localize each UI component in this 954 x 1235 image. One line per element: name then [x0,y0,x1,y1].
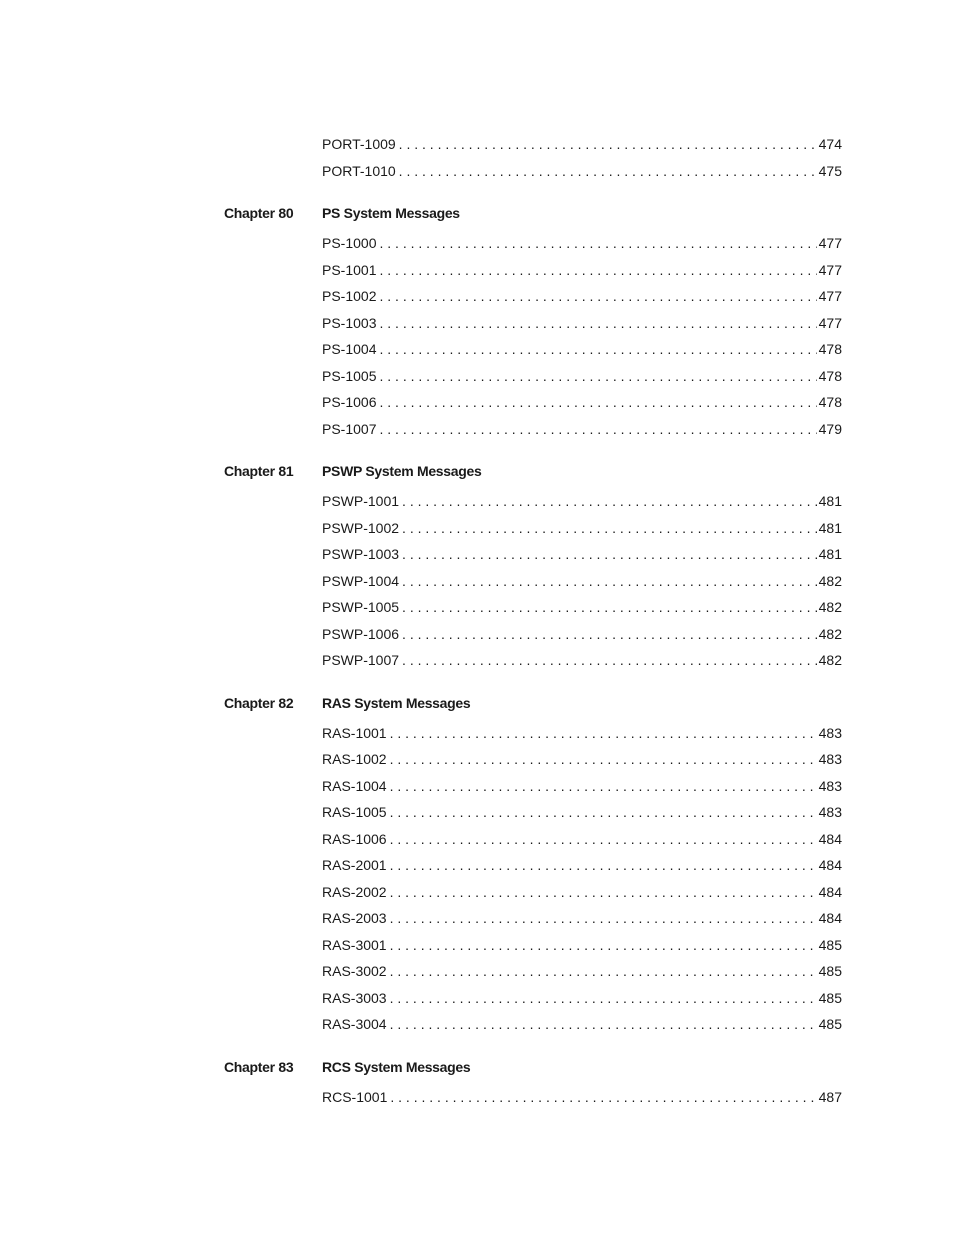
toc-entry-name: RAS-1006 [322,830,387,847]
chapter-title[interactable]: PS System Messages [322,205,460,221]
toc-entry[interactable] [322,261,842,279]
dot-leader [390,1088,816,1106]
toc-entry-name: RAS-3001 [322,936,387,953]
toc-entry-name: PS-1002 [322,288,377,304]
toc-entry-page-number: 487 [818,1088,842,1105]
chapter-number: Chapter 83 [224,1058,294,1075]
toc-entry-page-number: 485 [818,989,842,1006]
dot-leader [379,340,816,358]
toc-entry-page-number: 474 [818,136,842,152]
dot-leader [390,883,817,901]
toc-entry-name: RAS-3004 [322,1016,387,1032]
toc-entry[interactable] [322,625,842,643]
toc-entry-name: RAS-1004 [322,777,387,794]
dot-leader [390,989,817,1007]
toc-entry[interactable] [322,651,842,669]
dot-leader [399,162,817,180]
toc-entry-page-number: 482 [818,625,842,642]
toc-entry-name: PS-1004 [322,341,377,357]
toc-entry[interactable] [322,572,842,590]
chapter-title[interactable]: PSWP System Messages [322,463,482,479]
toc-entry[interactable] [322,856,842,874]
dot-leader [390,830,817,848]
toc-entry[interactable] [322,545,842,563]
toc-entry-page-number: 477 [818,261,842,278]
toc-entry-page-number: 477 [818,235,842,251]
dot-leader [390,1015,817,1033]
toc-entry-page-number: 484 [818,830,842,847]
toc-entry-page-number: 484 [818,883,842,900]
dot-leader [379,261,816,279]
toc-entry-page-number: 481 [818,493,842,509]
toc-entry[interactable] [322,750,842,768]
dot-leader [379,420,816,438]
toc-entry-page-number: 485 [818,963,842,979]
toc-entry-name: PS-1001 [322,261,377,278]
dot-leader [379,287,816,305]
dot-leader [402,572,817,590]
toc-entry-page-number: 478 [818,394,842,410]
dot-leader [390,803,817,821]
toc-entry[interactable] [322,367,842,385]
toc-entry[interactable] [322,909,842,927]
toc-entry[interactable] [322,287,842,305]
toc-entry[interactable] [322,1015,842,1033]
toc-entry[interactable] [322,962,842,980]
toc-entry-name: PORT-1010 [322,162,396,179]
toc-entry[interactable] [322,393,842,411]
toc-entry-name: RCS-1001 [322,1088,388,1105]
toc-entry-name: RAS-3003 [322,989,387,1006]
toc-entry-name: RAS-2001 [322,857,387,873]
chapter-title[interactable]: RAS System Messages [322,694,471,711]
dot-leader [399,135,817,153]
dot-leader [390,909,817,927]
toc-entry[interactable] [322,162,842,180]
dot-leader [390,724,817,742]
toc-entry-page-number: 482 [818,652,842,668]
toc-entry[interactable] [322,234,842,252]
toc-entry-page-number: 478 [818,341,842,357]
toc-entry[interactable] [322,492,842,510]
toc-entry-name: RAS-3002 [322,963,387,979]
dot-leader [390,856,817,874]
toc-entry-page-number: 485 [818,936,842,953]
dot-leader [379,234,816,252]
dot-leader [379,314,816,332]
toc-entry-name: RAS-2002 [322,883,387,900]
dot-leader [402,651,817,669]
toc-entry-name: RAS-1005 [322,804,387,820]
toc-entry[interactable] [322,989,842,1007]
toc-entry[interactable] [322,883,842,901]
chapter-title[interactable]: RCS System Messages [322,1058,471,1075]
toc-entry-name: PSWP-1004 [322,572,400,589]
toc-entry-page-number: 483 [818,751,842,767]
toc-entry-page-number: 478 [818,367,842,384]
chapter-number: Chapter 81 [224,463,294,479]
dot-leader [390,777,817,795]
toc-entry-name: PSWP-1005 [322,599,400,615]
toc-entry-name: RAS-2003 [322,910,387,926]
toc-entry[interactable] [322,598,842,616]
toc-entry[interactable] [322,519,842,537]
toc-entry-name: RAS-1002 [322,751,387,767]
toc-entry-name: RAS-1001 [322,724,387,741]
toc-entry-page-number: 479 [818,420,842,437]
toc-entry-name: PS-1005 [322,367,377,384]
toc-entry-name: PSWP-1002 [322,519,400,536]
chapter-number: Chapter 82 [224,694,294,711]
toc-entry-name: PS-1003 [322,314,377,331]
toc-entry-page-number: 483 [818,804,842,820]
toc-entry-name: PORT-1009 [322,136,396,152]
toc-entry-name: PSWP-1003 [322,546,400,562]
toc-entry-name: PSWP-1001 [322,493,400,509]
toc-entry-page-number: 482 [818,599,842,615]
toc-entry[interactable] [322,803,842,821]
toc-entry[interactable] [322,777,842,795]
dot-leader [402,598,817,616]
toc-entry-page-number: 483 [818,777,842,794]
dot-leader [402,625,817,643]
toc-entry-page-number: 481 [818,546,842,562]
toc-entry-page-number: 477 [818,314,842,331]
toc-entry-page-number: 482 [818,572,842,589]
dot-leader [390,962,817,980]
dot-leader [402,492,817,510]
dot-leader [379,393,816,411]
chapter-number: Chapter 80 [224,205,294,221]
dot-leader [390,936,817,954]
toc-entry[interactable] [322,135,842,153]
toc-entry-page-number: 484 [818,910,842,926]
toc-entry-page-number: 483 [818,724,842,741]
toc-entry[interactable] [322,936,842,954]
toc-entry-name: PS-1000 [322,235,377,251]
toc-entry-name: PS-1006 [322,394,377,410]
toc-entry[interactable] [322,420,842,438]
dot-leader [402,519,817,537]
toc-entry[interactable] [322,314,842,332]
toc-entry-name: PS-1007 [322,420,377,437]
toc-entry-name: PSWP-1006 [322,625,400,642]
toc-entry-page-number: 485 [818,1016,842,1032]
toc-entry[interactable] [322,340,842,358]
toc-entry-page-number: 475 [818,162,842,179]
dot-leader [390,750,817,768]
toc-entry[interactable] [322,724,842,742]
dot-leader [379,367,816,385]
toc-entry-name: PSWP-1007 [322,652,400,668]
toc-entry-page-number: 477 [818,288,842,304]
toc-entry-page-number: 481 [818,519,842,536]
toc-entry[interactable] [322,1088,842,1106]
dot-leader [402,545,817,563]
toc-entry-page-number: 484 [818,857,842,873]
toc-entry[interactable] [322,830,842,848]
